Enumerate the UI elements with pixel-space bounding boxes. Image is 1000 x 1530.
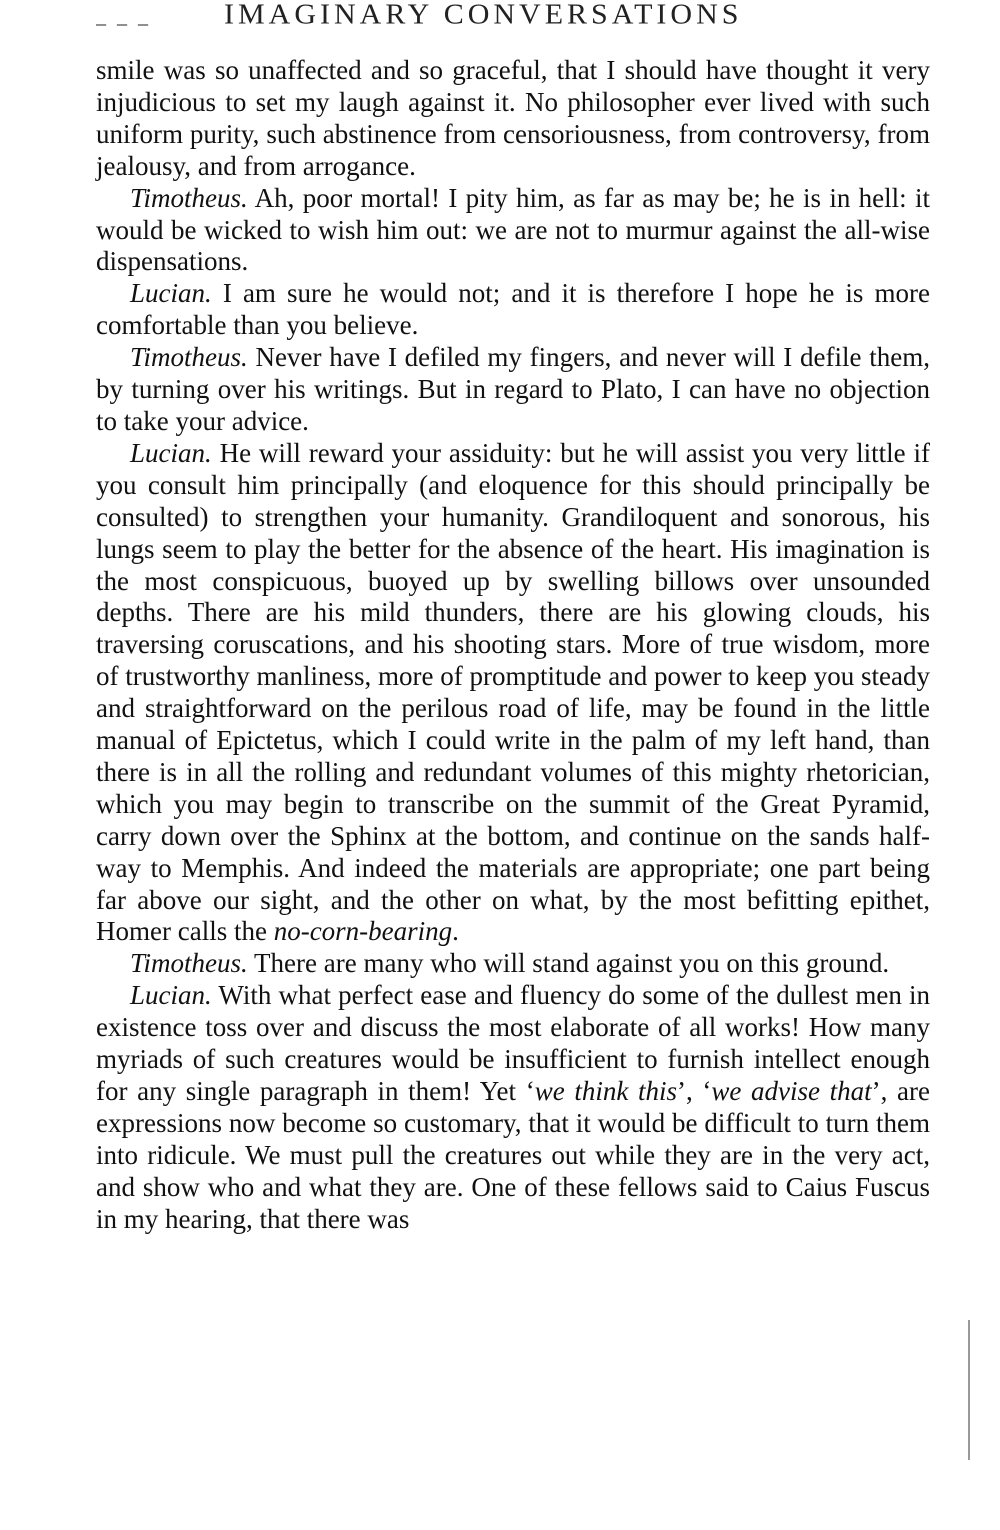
speaker-name: Timotheus. (130, 182, 248, 213)
paragraph-continued (96, 55, 930, 183)
speaker-name: Timotheus. (130, 948, 248, 979)
speech-text-tail: ’, are expressions now become so customary, that it would be difficult to turn them into ridicule. We must pull the creatures out while they are in the very act, and show who and what they are. One of these fellows said to Caius Fuscus in my hearing, that there was (96, 1076, 931, 1234)
speaker-name: Lucian. (130, 278, 212, 309)
speech-text: I am sure he would not; and it is therefore I hope he is more comfortable than you believe. (96, 278, 930, 341)
speech-text: Ah, poor mortal! I pity him, as far as may be; he is in hell: it would be wicked to wish him out: we are not to murmur against the all-wise dispensations. (96, 182, 930, 277)
emphasis-text: we think this (534, 1076, 677, 1106)
speech-timotheus-3 (96, 948, 930, 980)
speech-text: He will reward your assiduity: but he will assist you very little if you consult him principally (and eloquence for this should principally be consulted) to strengthen your humanity. Grandiloquent and sonorous, his lungs seem to play the better for the absence of the heart. His imagination is the most conspicuous, buoyed up by swelling billows over unsounded depths. There are his mild thunders, there are his glowing clouds, his traversing coruscations, and his shooting stars. More of true wisdom, more of trustworthy manliness, more of promptitude and power to keep you steady and straightforward on the perilous road of life, may be found in the little manual of Epictetus, which I could write in the palm of my left hand, than there is in all the rolling and redundant volumes of this mighty rhetorician, which you may begin to transcribe on the summit of the Great Pyramid, carry down over the Sphinx at the bottom, and continue on the sands half-way to Memphis. And indeed the materials are appropriate; one part being far above our sight, and the other on what, by the most befitting epithet, Homer calls the (96, 437, 930, 947)
speech-timotheus-2 (96, 342, 930, 438)
speech-lucian-1 (96, 278, 930, 342)
speech-timotheus-1 (96, 183, 930, 279)
running-title: IMAGINARY CONVERSATIONS (224, 2, 743, 31)
speech-lucian-3 (96, 980, 930, 1235)
speaker-name: Lucian. (130, 980, 212, 1011)
speech-text-mid: ’, ‘ (676, 1076, 712, 1106)
emphasis-text: we advise that (711, 1076, 872, 1106)
paragraph-text: smile was so unaffected and so graceful, that I should have thought it very injudicious to set my laugh against it. No philosopher ever lived with such uniform purity, such abstinence from censoriousness, from controversy, from jealousy, and from arrogance. (96, 55, 930, 181)
speaker-name: Lucian. (130, 437, 212, 468)
page-header (96, 2, 926, 32)
page-number: _ _ _ (96, 6, 151, 28)
speaker-name: Timotheus. (130, 342, 248, 373)
speech-text: Never have I defiled my fingers, and never will I defile them, by turning over his writings. But in regard to Plato, I can have no objection to take your advice. (96, 342, 930, 436)
speech-text: There are many who will stand against you on this ground. (247, 948, 890, 979)
speech-text: With what perfect ease and fluency do some of the dullest men in existence toss over and discuss the most elaborate of all works! How many myriads of such creatures would be insufficient to furnish intellect enough for any single paragraph in them! Yet ‘ (96, 980, 930, 1106)
emphasis-text: no-corn-bearing (273, 916, 453, 947)
speech-text-tail: . (452, 916, 459, 947)
body-text (96, 55, 930, 1236)
scan-margin-line (968, 1320, 970, 1460)
speech-lucian-2 (96, 438, 930, 949)
